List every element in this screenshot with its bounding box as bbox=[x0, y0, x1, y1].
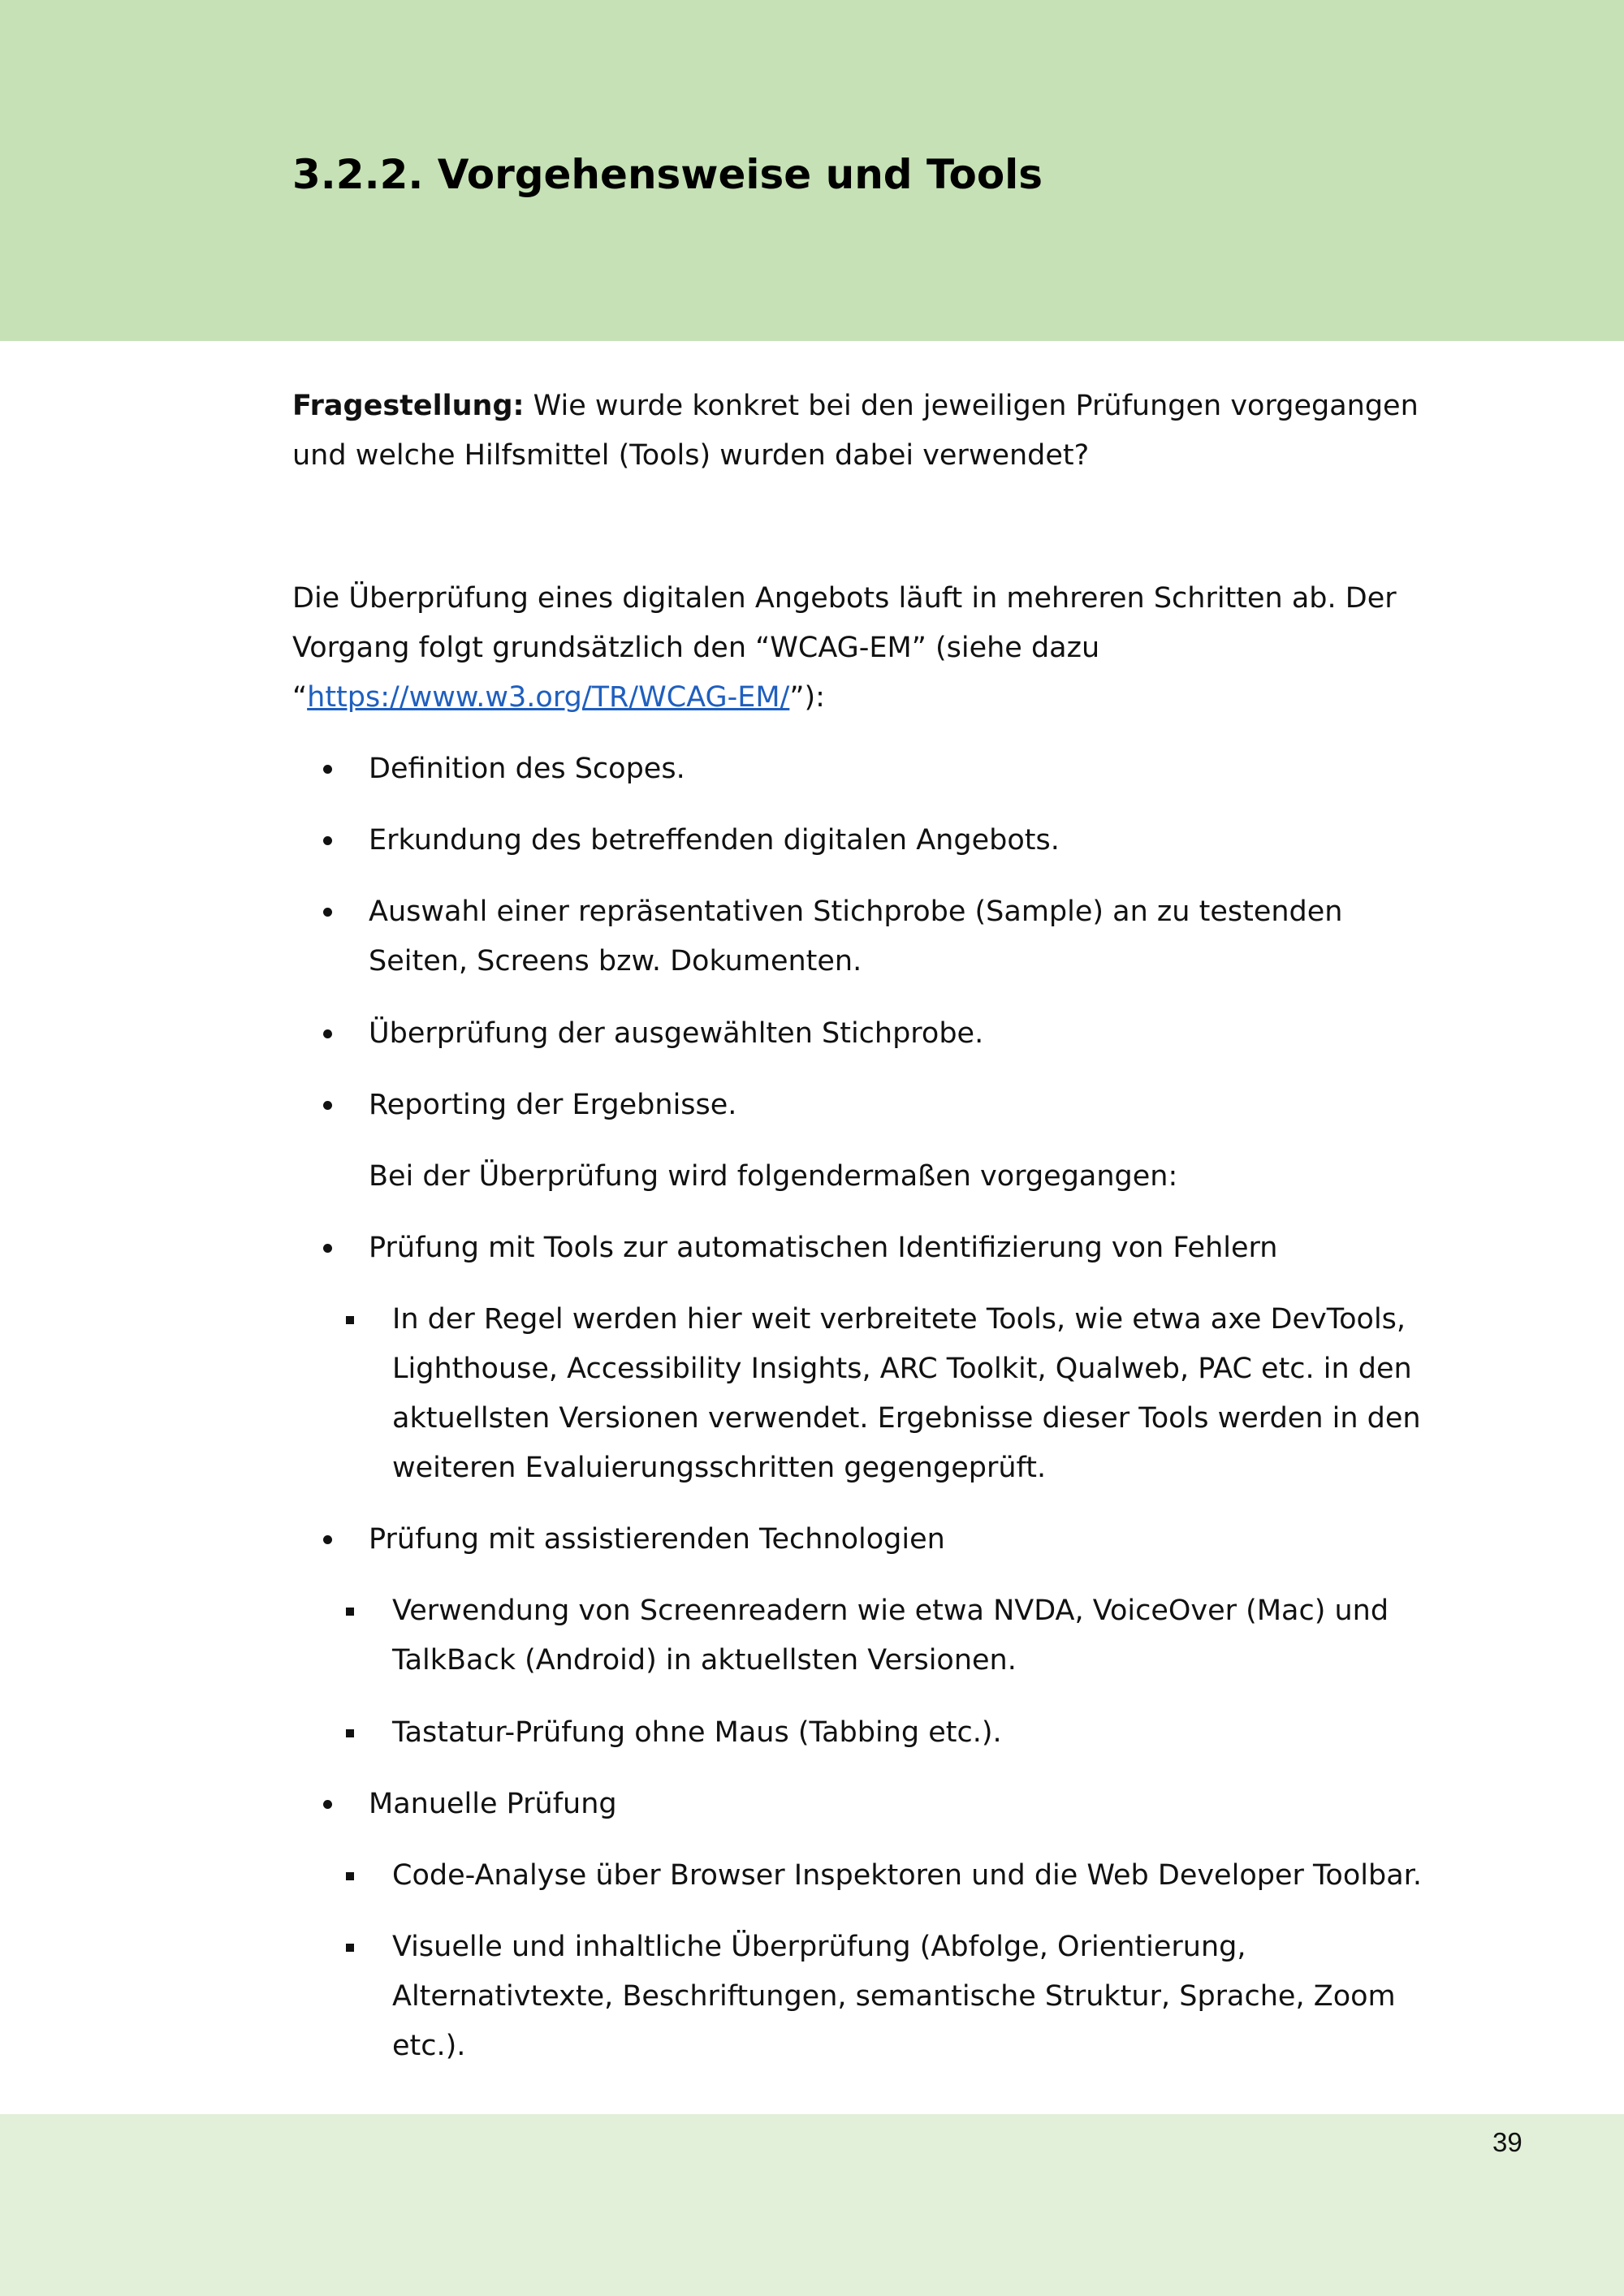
bullet-icon bbox=[323, 908, 332, 917]
footer-band bbox=[0, 2114, 1624, 2296]
bullet-icon bbox=[323, 1029, 332, 1038]
step-item-sample-line-1: Auswahl einer repräsentativen Stichprobe (Sample) an zu testenden bbox=[369, 896, 1343, 928]
bullet-icon bbox=[323, 836, 332, 845]
method-automated-detail-line-2: Lighthouse, Accessibility Insights, ARC Toolkit, Qualweb, PAC etc. in den bbox=[392, 1353, 1412, 1385]
bullet-icon bbox=[323, 765, 332, 774]
intro-line-2: Vorgang folgt grundsätzlich den “WCAG-EM” (siehe dazu bbox=[292, 632, 1100, 664]
method-automated-detail-line-4: weiteren Evaluierungsschritten gegengeprüft. bbox=[392, 1452, 1047, 1484]
wcag-em-link[interactable]: https://www.w3.org/TR/WCAG-EM/ bbox=[307, 681, 790, 714]
step-item-review: Überprüfung der ausgewählten Stichprobe. bbox=[369, 1017, 984, 1050]
square-bullet-icon bbox=[346, 1944, 354, 1952]
procedure-intro: Bei der Überprüfung wird folgendermaßen vorgegangen: bbox=[369, 1160, 1178, 1193]
intro-line-1: Die Überprüfung eines digitalen Angebots läuft in mehreren Schritten ab. Der bbox=[292, 582, 1397, 615]
square-bullet-icon bbox=[346, 1872, 354, 1880]
step-item-scope: Definition des Scopes. bbox=[369, 753, 685, 785]
square-bullet-icon bbox=[346, 1608, 354, 1616]
method-manual-visual-line-3: etc.). bbox=[392, 2030, 466, 2062]
intro-quote-open: “ bbox=[292, 681, 308, 714]
section-title: 3.2.2. Vorgehensweise und Tools bbox=[292, 151, 1043, 198]
intro-line-3 bbox=[292, 673, 825, 723]
square-bullet-icon bbox=[346, 1729, 354, 1737]
square-bullet-icon bbox=[346, 1316, 354, 1324]
step-item-exploration: Erkundung des betreffenden digitalen Angebots. bbox=[369, 824, 1060, 857]
method-assistive-detail-line-2: TalkBack (Android) in aktuellsten Versionen. bbox=[392, 1644, 1017, 1677]
step-item-reporting: Reporting der Ergebnisse. bbox=[369, 1089, 737, 1121]
bullet-icon bbox=[323, 1800, 332, 1809]
bullet-icon bbox=[323, 1244, 332, 1253]
method-keyboard-detail: Tastatur-Prüfung ohne Maus (Tabbing etc.). bbox=[392, 1716, 1002, 1749]
intro-quote-close: ”): bbox=[789, 681, 825, 714]
method-manual-visual-line-2: Alternativtexte, Beschriftungen, semantische Struktur, Sprache, Zoom bbox=[392, 1980, 1396, 2013]
question-line-2: und welche Hilfsmittel (Tools) wurden dabei verwendet? bbox=[292, 439, 1090, 472]
question-label: Fragestellung: bbox=[292, 390, 525, 422]
question-text-1: Wie wurde konkret bei den jeweiligen Prüfungen vorgegangen bbox=[524, 390, 1419, 422]
bullet-icon bbox=[323, 1535, 332, 1544]
step-item-sample-line-2: Seiten, Screens bzw. Dokumenten. bbox=[369, 945, 862, 978]
bullet-icon bbox=[323, 1101, 332, 1110]
method-manual-code-analysis: Code-Analyse über Browser Inspektoren und die Web Developer Toolbar. bbox=[392, 1859, 1422, 1892]
method-assistive-tech: Prüfung mit assistierenden Technologien bbox=[369, 1523, 945, 1556]
method-manual: Manuelle Prüfung bbox=[369, 1788, 617, 1820]
method-automated-tools: Prüfung mit Tools zur automatischen Identifizierung von Fehlern bbox=[369, 1232, 1278, 1264]
method-manual-visual-line-1: Visuelle und inhaltliche Überprüfung (Abfolge, Orientierung, bbox=[392, 1931, 1246, 1963]
method-assistive-detail-line-1: Verwendung von Screenreadern wie etwa NVDA, VoiceOver (Mac) und bbox=[392, 1595, 1389, 1627]
method-automated-detail-line-1: In der Regel werden hier weit verbreitete Tools, wie etwa axe DevTools, bbox=[392, 1303, 1406, 1336]
method-automated-detail-line-3: aktuellsten Versionen verwendet. Ergebnisse dieser Tools werden in den bbox=[392, 1402, 1421, 1435]
question-line-1 bbox=[292, 382, 1419, 431]
page-number: 39 bbox=[1492, 2127, 1522, 2157]
